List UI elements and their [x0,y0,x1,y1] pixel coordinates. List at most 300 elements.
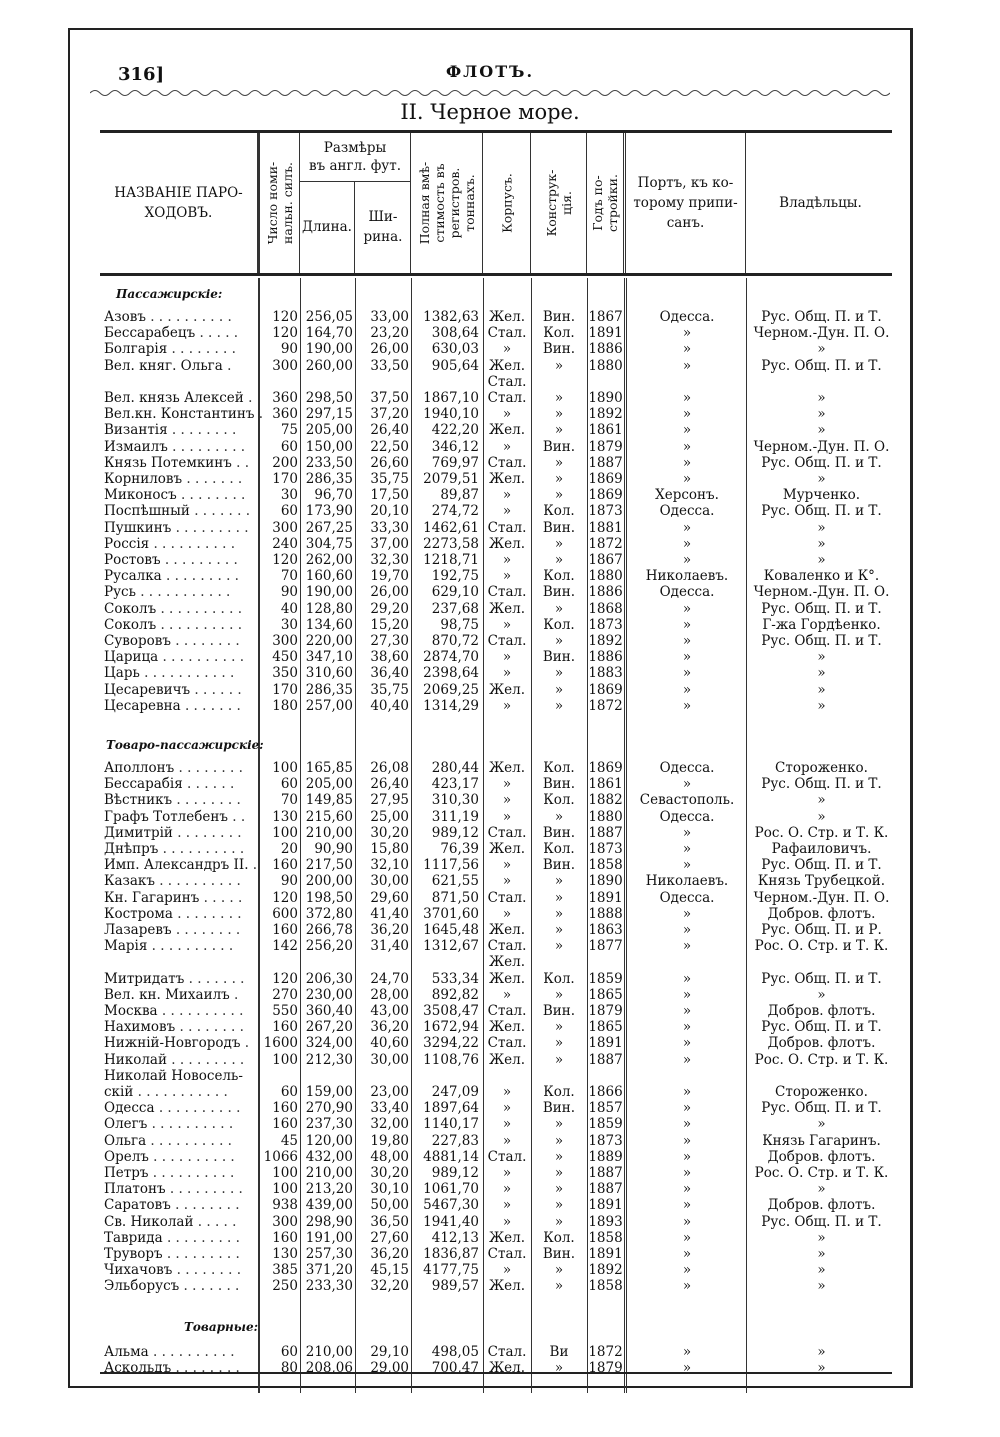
cell-length: 372,80 [305,905,353,922]
cell-power: 300 [272,633,298,649]
cell-width: 23,20 [370,325,409,342]
cell-construction: » [554,1019,564,1036]
cell-owner: Добров. флотъ. [767,905,876,922]
cell-tonnage: 274,72 [431,503,479,520]
header-size-cell [300,133,411,273]
cell-owner: » [817,808,826,825]
cell-port: Николаевъ. [645,873,729,890]
ship-name-text: Вел. кн. Михаилъ [104,986,230,1003]
ship-name [104,776,258,792]
cell-construction: » [554,535,564,552]
group-title: Товарные: [184,1320,259,1334]
cell-construction: Кол. [543,325,575,342]
ship-name-text: Азовъ [104,309,146,325]
cell-year: 1869 [588,681,623,698]
cell-hull: Жел. [488,681,526,698]
cell-construction: Вин. [542,857,576,874]
cell-power: 80 [280,1360,298,1377]
cell-construction: Кол. [543,568,575,585]
cell-hull: » [502,1197,512,1214]
table-row [100,536,892,552]
cell-owner: Рус. Общ. П. и Т. [761,503,882,520]
cell-length: 190,00 [305,341,353,358]
cell-length: 256,05 [305,309,353,325]
cell-hull: » [502,776,512,793]
ship-name [104,1246,258,1262]
cell-power: 60 [280,1344,298,1360]
cell-power: 300 [272,1213,298,1230]
cell-width: 38,60 [370,649,409,666]
cell-owner: Стороженко. [775,760,868,776]
cell-length: 190,00 [305,584,353,601]
cell-construction: » [554,1278,564,1295]
cell-length: 262,00 [305,552,353,568]
ship-name [104,665,258,681]
leader-dots: . . . . . . . . [175,1019,244,1036]
cell-tonnage: 989,12 [431,824,479,841]
table-row [100,584,892,600]
table-row [100,1181,892,1197]
cell-year: 1867 [588,309,623,325]
cell-construction: » [554,1148,564,1165]
cell-year: 1861 [588,422,623,439]
ship-name [104,971,258,987]
leader-dots: . [222,357,232,374]
cell-power: 360 [272,390,298,406]
cell-hull: Стал. [487,889,527,906]
cell-length: 233,30 [305,1278,353,1295]
cell-construction: » [554,1165,564,1181]
table-row [100,792,892,808]
ship-name [104,1197,258,1213]
cell-construction: » [554,1360,564,1377]
ship-name [104,633,258,649]
cell-construction: Вин. [542,519,576,536]
cell-width: 33,00 [370,309,409,325]
cell-construction: Вин. [542,584,576,601]
cell-power: 300 [272,519,298,536]
cell-width: 26,40 [370,776,409,793]
cell-tonnage: 700,47 [431,1360,479,1377]
ship-name-text: Лазаревъ [104,922,172,938]
cell-owner: » [817,1181,826,1198]
cell-tonnage: 629,10 [431,584,479,601]
cell-length: 191,00 [305,1229,353,1246]
cell-owner: Рус. Общ. П. и Т. [761,600,882,617]
cell-construction: Кол. [543,1229,575,1246]
cell-construction: » [554,487,564,504]
group-title: Товаро-пассажирскіе: [106,738,264,752]
leader-dots: . . . . . . . . [172,1262,242,1279]
cell-port: » [682,471,692,487]
cell-tonnage: 989,12 [431,1165,479,1181]
table-header [100,133,892,276]
ship-name [104,601,258,617]
cell-port: Одесса. [659,584,715,601]
leader-dots: . . . . . . . . . [166,1051,245,1068]
ship-name-text: Бессарабецъ [104,325,196,342]
table-row [100,1116,892,1132]
cell-hull: » [502,438,512,455]
ship-name-text: Соколъ [104,616,157,633]
table-row [100,520,892,536]
cell-year: 1865 [588,1019,623,1036]
cell-width: 32,30 [370,552,409,568]
header-port-cell [626,133,746,273]
ship-name [104,471,258,487]
cell-port: Одесса. [659,889,715,906]
table-row [100,552,892,568]
cell-tonnage: 412,13 [431,1229,479,1246]
ship-name [104,841,258,857]
table-row [100,1035,892,1051]
cell-length: 233,50 [305,454,353,471]
cell-power: 130 [272,808,298,825]
cell-owner: » [817,1344,826,1360]
ship-name-text: Измаилъ [104,438,168,455]
cell-owner: Черном.-Дун. П. О. [753,325,890,342]
ship-name-text: Россія [104,535,150,552]
cell-port: Одесса. [659,808,715,825]
table-body [100,278,892,1393]
cell-tonnage: 630,03 [431,341,479,358]
leader-dots: . . . . . . . . [167,341,236,358]
cell-owner: » [817,535,826,552]
cell-year: 1890 [588,873,623,890]
cell-port: » [682,857,692,874]
cell-construction: » [554,986,564,1003]
header-width: Ши- рина. [363,209,403,245]
group-title: Пассажирскіе: [116,287,223,301]
table-row [100,617,892,633]
cell-owner: Рус. Общ. П. и Т. [761,857,882,874]
cell-year: 1879 [588,1360,623,1377]
cell-tonnage: 423,17 [431,776,479,793]
cell-owner: Рус. Общ. П. и Р. [761,922,882,938]
leader-dots: . [254,406,264,423]
cell-year: 1872 [588,697,623,714]
leader-dots: . . . . . . . . . . . [133,1084,228,1100]
cell-hull: Стал. [487,824,527,841]
cell-length: 260,00 [305,357,353,374]
cell-owner: Рус. Общ. П. и Т. [761,357,882,374]
cell-length: 256,20 [305,938,353,955]
table-row [100,890,892,906]
cell-hull: Жел. [488,841,526,857]
cell-hull: Стал. [487,454,527,471]
cell-construction: » [554,1197,564,1214]
cell-hull: » [502,552,512,568]
cell-power: 160 [272,1116,298,1133]
ship-name-text: Димитрій [104,824,173,841]
cell-hull: » [502,665,512,682]
ship-name-text: Кострома [104,905,173,922]
cell-length: 217,50 [305,857,353,874]
cell-port: » [682,552,692,568]
header-port: Портъ, къ ко- торому припи- санъ. [633,175,738,231]
cell-length: 270,90 [305,1100,353,1117]
ship-name [104,1068,258,1084]
cell-length: 212,30 [305,1051,353,1068]
cell-construction: Вин. [542,649,576,666]
cell-hull: » [502,905,512,922]
cell-length: 347,10 [305,649,353,666]
ship-name [104,1003,258,1019]
cell-port: » [682,1181,692,1198]
cell-hull: Стал. [487,519,527,536]
ship-name-text: Нижній-Новгородъ [104,1035,241,1052]
cell-tonnage: 2874,70 [423,649,479,666]
ship-name-text: Саратовъ [104,1197,171,1214]
header-length-cell [300,181,355,273]
ship-name-text: Аполлонъ [104,760,175,776]
cell-year: 1861 [588,776,623,793]
cell-year: 1865 [588,986,623,1003]
header-name-cell [100,133,258,273]
cell-power: 385 [272,1262,298,1279]
leader-dots: . . . . . . . . . [161,568,239,585]
cell-owner: » [817,792,826,809]
cell-power: 60 [280,1084,298,1100]
cell-construction: » [554,938,564,955]
cell-power: 1066 [263,1148,298,1165]
table-row [100,1197,892,1213]
cell-power: 30 [280,616,298,633]
table-row [100,1003,892,1019]
cell-construction: » [554,681,564,698]
ship-name-text: Болгарія [104,341,168,358]
cell-construction: » [554,1262,564,1279]
cell-length: 206,30 [305,970,353,987]
cell-hull: » [502,986,512,1003]
leader-dots: . [240,1035,250,1052]
cell-year: 1882 [588,792,623,809]
ship-name-text: Соколъ [104,600,157,617]
cell-owner: » [817,552,826,568]
cell-port: » [682,1262,692,1279]
bottom-rule [100,1372,892,1374]
leader-dots: . . . . . . . . . . [146,1132,232,1149]
cell-width: 37,00 [370,535,409,552]
ship-name [104,325,258,341]
cell-port: » [682,1148,692,1165]
cell-width: 33,50 [370,357,409,374]
cell-power: 938 [272,1197,298,1214]
cell-tonnage: 4881,14 [423,1148,479,1165]
table-row [100,1149,892,1165]
cell-power: 90 [280,873,298,890]
cell-hull: Жел. [488,1229,526,1246]
cell-hull: Жел. [488,1360,526,1377]
cell-owner: Добров. флотъ. [767,1148,876,1165]
cell-owner: Рос. О. Стр. и Т. К. [754,1165,889,1181]
cell-hull: Жел. [488,422,526,439]
cell-hull: » [502,1165,512,1181]
cell-tonnage: 1672,94 [423,1019,479,1036]
cell-port: » [682,390,692,406]
cell-port: » [682,600,692,617]
cell-width: 32,10 [370,857,409,874]
ship-name [104,1019,258,1035]
cell-tonnage: 3508,47 [423,1003,479,1019]
cell-hull: » [502,1181,512,1198]
cell-construction: » [554,1035,564,1052]
ship-name [104,1214,258,1230]
cell-tonnage: 2079,51 [423,471,479,487]
table-row [100,649,892,665]
table-row [100,1100,892,1116]
cell-width: 45,15 [370,1262,409,1279]
cell-length: 149,85 [305,792,353,809]
table-row [100,825,892,841]
ship-name [104,568,258,584]
ship-name-text: Русалка [104,568,162,585]
cell-port: » [682,1165,692,1181]
ship-name [104,406,264,423]
cell-length: 173,90 [305,503,353,520]
cell-hull: » [502,873,512,890]
cell-width: 27,30 [370,633,409,649]
leader-dots: . . . . . . . [180,697,241,714]
cell-hull: » [502,857,512,874]
cell-year: 1886 [588,649,623,666]
leader-dots: . [229,986,239,1003]
cell-length: 160,60 [305,568,353,585]
cell-power: 180 [272,697,298,714]
cell-hull: » [502,503,512,520]
cell-hull: » [502,808,512,825]
ship-name-text: Вел. князь Алексей [104,390,244,406]
table-row [100,906,892,922]
cell-owner: Черном.-Дун. П. О. [753,889,890,906]
cell-owner: » [817,1116,826,1133]
ship-name [104,649,258,665]
cell-width: 31,40 [370,938,409,955]
cell-port: Николаевъ. [645,568,729,585]
cell-power: 70 [280,792,298,809]
cell-construction: » [554,1132,564,1149]
cell-port: » [682,1229,692,1246]
cell-tonnage: 769,97 [431,454,479,471]
cell-hull: Стал. [487,1246,527,1262]
table-row [100,1262,892,1278]
cell-power: 100 [272,1181,298,1198]
cell-tonnage: 1462,61 [423,519,479,536]
cell-hull: » [502,1084,512,1100]
cell-tonnage: 621,55 [431,873,479,890]
cell-width: 23,00 [370,1084,409,1100]
cell-year: 1887 [588,1051,623,1068]
cell-port: » [682,1278,692,1295]
cell-year: 1891 [588,889,623,906]
table-row [100,809,892,825]
cell-hull: Жел. [488,357,526,374]
cell-tonnage: 1897,64 [423,1100,479,1117]
leader-dots: . . . . . [193,1213,237,1230]
cell-power: 90 [280,584,298,601]
cell-port: » [682,1360,692,1377]
cell-year: 1872 [588,535,623,552]
cell-length: 298,50 [305,390,353,406]
leader-dots: . . . . . . [182,776,235,793]
leader-dots: . . . . . . . . [176,487,246,504]
header-year: Годъ по- стройки. [590,174,620,232]
cell-port: » [682,519,692,536]
cell-length: 257,30 [305,1246,353,1262]
ship-name [104,1116,258,1132]
cell-construction: » [554,471,564,487]
ship-name-text: Таврида [104,1229,163,1246]
table-row [100,857,892,873]
leader-dots: . . . . . . . . [171,1360,240,1377]
header-construction-cell [531,133,587,273]
cell-length: 304,75 [305,535,353,552]
header-tonnage-cell [411,133,483,273]
cell-hull: Стал. [487,938,527,955]
cell-year: 1873 [588,503,623,520]
cell-port: » [682,970,692,987]
header-width-cell [355,181,411,273]
cell-owner: » [817,390,826,406]
cell-owner: » [817,341,826,358]
cell-construction: » [554,390,564,406]
cell-tonnage: 1941,40 [423,1213,479,1230]
ship-name-text: Графъ Тотлебенъ [104,808,228,825]
cell-port: » [682,438,692,455]
cell-port: Одесса. [659,503,715,520]
leader-dots: . . . . . . . . . . . [135,584,231,601]
cell-tonnage: 1940,10 [423,406,479,423]
cell-hull: » [502,1132,512,1149]
cell-width: 25,00 [370,808,409,825]
cell-port: » [682,535,692,552]
cell-construction: » [554,665,564,682]
cell-port: » [682,1344,692,1360]
cell-power: 120 [272,325,298,342]
ship-name [104,1344,258,1360]
leader-dots: . . . . . . . . [170,633,240,649]
header-name: НАЗВАНIЕ ПАРО- ХОДОВЪ. [114,185,243,221]
ship-name [104,1181,258,1197]
ship-name [104,922,258,938]
leader-dots: . . . . . [195,325,239,342]
ship-name [104,1133,258,1149]
cell-power: 30 [280,487,298,504]
table-row [100,1165,892,1181]
cell-port: Херсонъ. [655,487,719,504]
leader-dots: . . . . . . . . . . [158,649,245,666]
cell-length: 297,15 [305,406,353,423]
cell-width: 41,40 [370,905,409,922]
table-row [100,309,892,325]
table-row [100,760,892,776]
cell-tonnage: 227,83 [431,1132,479,1149]
ship-name-text: Олегъ [104,1116,148,1133]
ship-name-text: скій [104,1084,134,1100]
cell-owner: » [817,665,826,682]
ship-name [104,1165,258,1181]
header-length: Длина. [302,219,352,235]
ship-name [104,617,258,633]
ship-name [104,584,258,600]
ship-name-text: Вѣстникъ [104,792,173,809]
cell-width: 19,70 [370,568,409,585]
cell-width: 40,40 [370,697,409,714]
cell-year: 1880 [588,568,623,585]
cell-port: » [682,616,692,633]
cell-length: 267,25 [305,519,353,536]
cell-port: » [682,697,692,714]
